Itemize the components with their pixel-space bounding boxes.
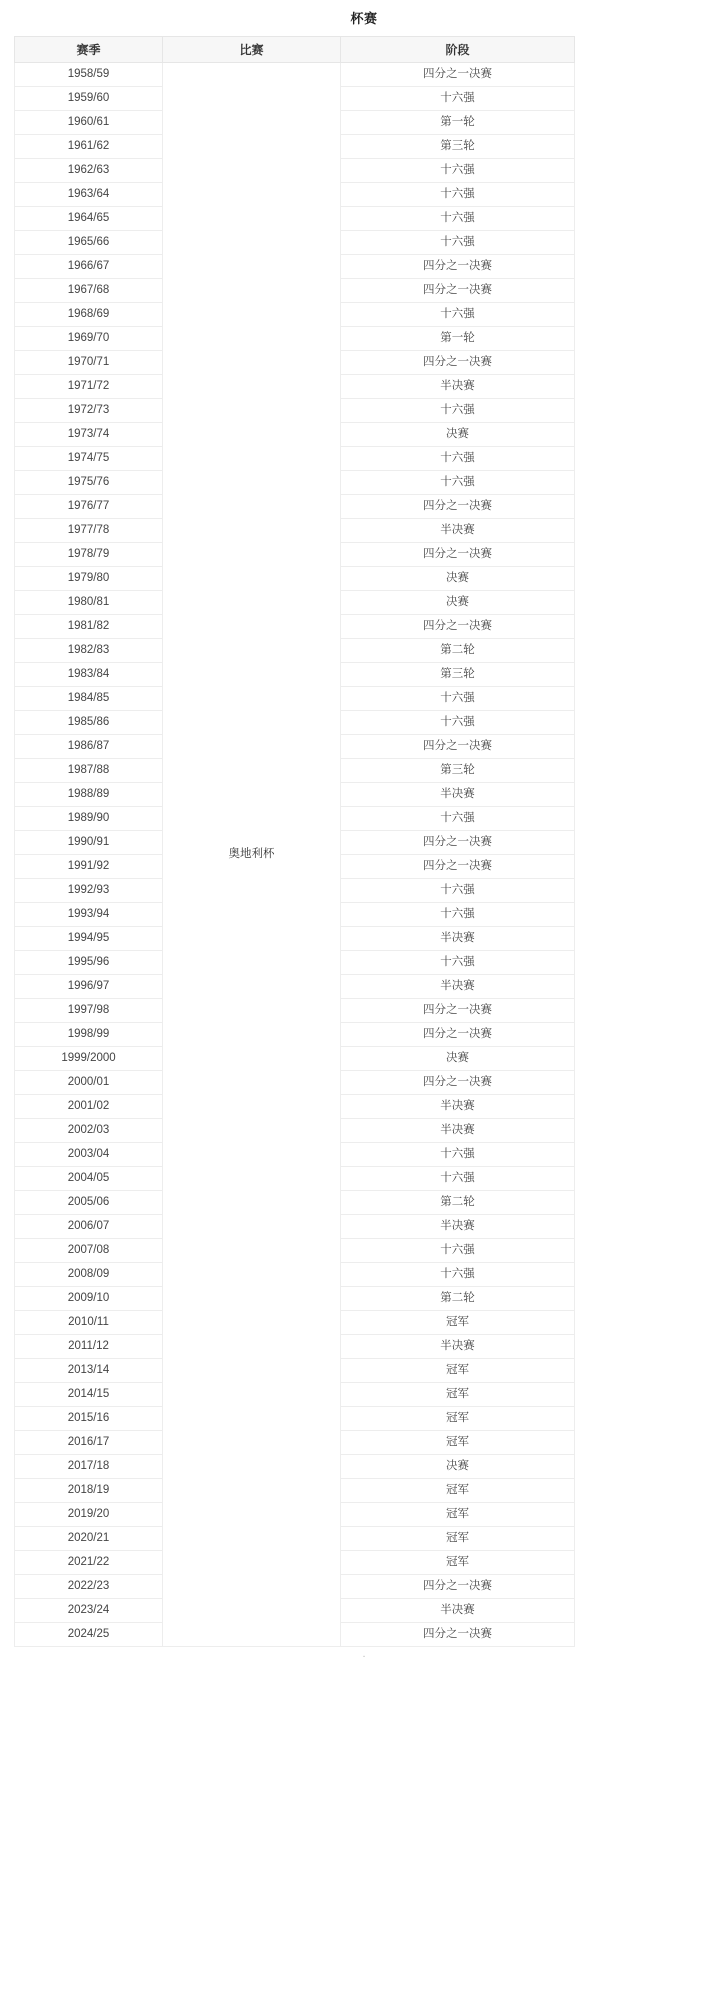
- cell-stage: 第一轮: [341, 111, 575, 135]
- table-header-row: [15, 37, 575, 63]
- cell-stage: 冠军: [341, 1383, 575, 1407]
- cell-stage: 半决赛: [341, 519, 575, 543]
- footer-marker: .: [362, 1648, 366, 1660]
- cell-season: 1971/72: [15, 375, 163, 399]
- cell-season: 1966/67: [15, 255, 163, 279]
- cell-season: 2023/24: [15, 1599, 163, 1623]
- cell-season: 1987/88: [15, 759, 163, 783]
- cell-season: 1964/65: [15, 207, 163, 231]
- cell-season: 2008/09: [15, 1263, 163, 1287]
- cell-stage: 十六强: [341, 1263, 575, 1287]
- table-body: [15, 63, 575, 1647]
- cell-season: 2024/25: [15, 1623, 163, 1647]
- cell-stage: 半决赛: [341, 927, 575, 951]
- cell-stage: 冠军: [341, 1527, 575, 1551]
- cell-season: 1970/71: [15, 351, 163, 375]
- cell-stage: 四分之一决赛: [341, 831, 575, 855]
- cell-stage: 冠军: [341, 1431, 575, 1455]
- cell-season: 2018/19: [15, 1479, 163, 1503]
- cell-season: 1969/70: [15, 327, 163, 351]
- cell-season: 1993/94: [15, 903, 163, 927]
- cell-season: 2002/03: [15, 1119, 163, 1143]
- cell-season: 1995/96: [15, 951, 163, 975]
- cell-stage: 冠军: [341, 1479, 575, 1503]
- cell-stage: 第三轮: [341, 663, 575, 687]
- column-header-competition: 比赛: [163, 37, 341, 63]
- cell-season: 1998/99: [15, 1023, 163, 1047]
- cell-season: 1967/68: [15, 279, 163, 303]
- cup-table-wrapper: [14, 36, 574, 1647]
- cell-stage: 半决赛: [341, 975, 575, 999]
- cell-season: 2000/01: [15, 1071, 163, 1095]
- cell-season: 1990/91: [15, 831, 163, 855]
- cell-season: 1996/97: [15, 975, 163, 999]
- cell-stage: 十六强: [341, 1143, 575, 1167]
- cell-stage: 决赛: [341, 1455, 575, 1479]
- cell-stage: 四分之一决赛: [341, 999, 575, 1023]
- cell-season: 1973/74: [15, 423, 163, 447]
- table-row: [15, 63, 575, 87]
- cell-season: 2014/15: [15, 1383, 163, 1407]
- cell-season: 2016/17: [15, 1431, 163, 1455]
- cell-season: 2019/20: [15, 1503, 163, 1527]
- cell-stage: 十六强: [341, 687, 575, 711]
- cell-season: 1962/63: [15, 159, 163, 183]
- cell-stage: 十六强: [341, 183, 575, 207]
- cell-season: 1958/59: [15, 63, 163, 87]
- cell-season: 2005/06: [15, 1191, 163, 1215]
- cell-stage: 十六强: [341, 303, 575, 327]
- cell-stage: 四分之一决赛: [341, 495, 575, 519]
- cell-stage: 四分之一决赛: [341, 63, 575, 87]
- cell-season: 2010/11: [15, 1311, 163, 1335]
- cell-season: 2006/07: [15, 1215, 163, 1239]
- table-header: [15, 37, 575, 63]
- cell-stage: 半决赛: [341, 1599, 575, 1623]
- cell-stage: 半决赛: [341, 1095, 575, 1119]
- cell-stage: 决赛: [341, 1047, 575, 1071]
- cell-stage: 第三轮: [341, 759, 575, 783]
- cell-season: 2007/08: [15, 1239, 163, 1263]
- cell-season: 1979/80: [15, 567, 163, 591]
- cell-season: 2017/18: [15, 1455, 163, 1479]
- cell-stage: 十六强: [341, 903, 575, 927]
- cell-stage: 四分之一决赛: [341, 615, 575, 639]
- cell-stage: 第二轮: [341, 639, 575, 663]
- cell-season: 2011/12: [15, 1335, 163, 1359]
- cell-stage: 十六强: [341, 447, 575, 471]
- cell-stage: 决赛: [341, 591, 575, 615]
- cell-stage: 第三轮: [341, 135, 575, 159]
- cell-season: 1994/95: [15, 927, 163, 951]
- cell-stage: 十六强: [341, 159, 575, 183]
- cell-stage: 十六强: [341, 711, 575, 735]
- cell-stage: 半决赛: [341, 1119, 575, 1143]
- cell-stage: 冠军: [341, 1359, 575, 1383]
- column-header-stage: 阶段: [341, 37, 575, 63]
- cell-season: 1972/73: [15, 399, 163, 423]
- cell-stage: 决赛: [341, 567, 575, 591]
- cell-season: 2004/05: [15, 1167, 163, 1191]
- cell-stage: 冠军: [341, 1407, 575, 1431]
- cell-season: 1974/75: [15, 447, 163, 471]
- cell-season: 1981/82: [15, 615, 163, 639]
- cell-stage: 四分之一决赛: [341, 1575, 575, 1599]
- cell-stage: 十六强: [341, 879, 575, 903]
- cell-season: 1984/85: [15, 687, 163, 711]
- cell-stage: 十六强: [341, 231, 575, 255]
- cell-season: 2001/02: [15, 1095, 163, 1119]
- cell-stage: 决赛: [341, 423, 575, 447]
- cell-stage: 半决赛: [341, 1335, 575, 1359]
- cell-competition[interactable]: 奥地利杯: [163, 63, 341, 1647]
- cell-season: 2022/23: [15, 1575, 163, 1599]
- cell-season: 1983/84: [15, 663, 163, 687]
- cell-season: 2020/21: [15, 1527, 163, 1551]
- cell-stage: 四分之一决赛: [341, 279, 575, 303]
- cell-season: 2015/16: [15, 1407, 163, 1431]
- cell-season: 1963/64: [15, 183, 163, 207]
- cell-stage: 冠军: [341, 1311, 575, 1335]
- cell-season: 2013/14: [15, 1359, 163, 1383]
- cell-stage: 十六强: [341, 87, 575, 111]
- cell-stage: 四分之一决赛: [341, 855, 575, 879]
- cell-stage: 四分之一决赛: [341, 1023, 575, 1047]
- cell-stage: 十六强: [341, 471, 575, 495]
- column-header-season: 赛季: [15, 37, 163, 63]
- cell-stage: 十六强: [341, 207, 575, 231]
- cell-season: 1988/89: [15, 783, 163, 807]
- cell-season: 1975/76: [15, 471, 163, 495]
- cell-stage: 第二轮: [341, 1191, 575, 1215]
- cell-season: 1980/81: [15, 591, 163, 615]
- cell-stage: 十六强: [341, 399, 575, 423]
- cell-season: 2003/04: [15, 1143, 163, 1167]
- cell-stage: 四分之一决赛: [341, 543, 575, 567]
- cell-stage: 四分之一决赛: [341, 351, 575, 375]
- cell-season: 1991/92: [15, 855, 163, 879]
- cell-stage: 半决赛: [341, 1215, 575, 1239]
- page-title: 杯赛: [350, 11, 378, 26]
- cell-season: 1999/2000: [15, 1047, 163, 1071]
- cell-stage: 十六强: [341, 1167, 575, 1191]
- cell-stage: 冠军: [341, 1503, 575, 1527]
- cell-stage: 四分之一决赛: [341, 255, 575, 279]
- cell-season: 2021/22: [15, 1551, 163, 1575]
- cup-results-table: [14, 36, 575, 1647]
- cell-season: 1986/87: [15, 735, 163, 759]
- cell-season: 1978/79: [15, 543, 163, 567]
- cell-stage: 十六强: [341, 807, 575, 831]
- cell-season: 1965/66: [15, 231, 163, 255]
- cell-stage: 十六强: [341, 951, 575, 975]
- cell-stage: 冠军: [341, 1551, 575, 1575]
- cell-season: 1976/77: [15, 495, 163, 519]
- cell-stage: 十六强: [341, 1239, 575, 1263]
- cell-season: 1982/83: [15, 639, 163, 663]
- cell-season: 1961/62: [15, 135, 163, 159]
- cell-stage: 四分之一决赛: [341, 1071, 575, 1095]
- cell-season: 1989/90: [15, 807, 163, 831]
- cell-season: 1968/69: [15, 303, 163, 327]
- cell-season: 1960/61: [15, 111, 163, 135]
- cell-stage: 四分之一决赛: [341, 735, 575, 759]
- cell-stage: 第二轮: [341, 1287, 575, 1311]
- cell-season: 1985/86: [15, 711, 163, 735]
- cell-season: 1992/93: [15, 879, 163, 903]
- cell-season: 2009/10: [15, 1287, 163, 1311]
- cell-stage: 四分之一决赛: [341, 1623, 575, 1647]
- cell-stage: 第一轮: [341, 327, 575, 351]
- cell-season: 1997/98: [15, 999, 163, 1023]
- cell-stage: 半决赛: [341, 375, 575, 399]
- cell-season: 1977/78: [15, 519, 163, 543]
- cell-season: 1959/60: [15, 87, 163, 111]
- cell-stage: 半决赛: [341, 783, 575, 807]
